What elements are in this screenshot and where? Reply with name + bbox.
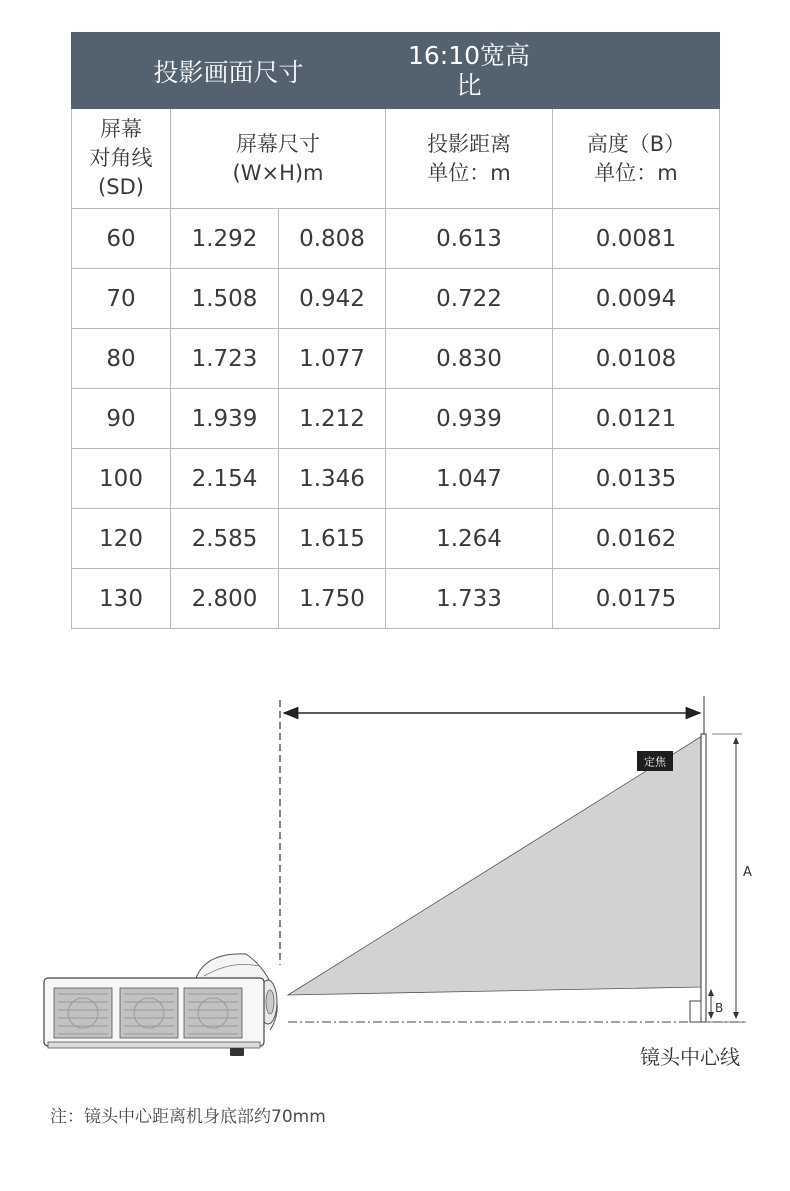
table-row <box>72 509 720 569</box>
cell-height: 1.077 <box>279 329 386 389</box>
cell-offset-b: 0.0081 <box>553 209 720 269</box>
cell-distance: 0.830 <box>386 329 553 389</box>
cell-offset-b: 0.0175 <box>553 569 720 629</box>
cell-width: 1.939 <box>171 389 279 449</box>
projection-diagram <box>0 690 790 1080</box>
cell-diagonal: 70 <box>72 269 171 329</box>
cell-width: 1.723 <box>171 329 279 389</box>
cell-distance: 1.264 <box>386 509 553 569</box>
col-header-distance-line-2: 单位：m <box>427 160 511 185</box>
cell-distance: 0.613 <box>386 209 553 269</box>
cell-width: 1.292 <box>171 209 279 269</box>
projection-beam <box>288 736 702 995</box>
table-row <box>72 569 720 629</box>
table-title: 投影画面尺寸 <box>72 33 386 109</box>
aspect-ratio-label <box>386 33 553 109</box>
col-header-distance-line-1: 投影距离 <box>427 131 512 156</box>
projection-screen <box>701 734 706 1022</box>
col-header-diagonal-line-3: (SD) <box>98 175 144 199</box>
cell-distance: 0.722 <box>386 269 553 329</box>
col-header-screen-size-line-2: (W×H)m <box>232 160 324 185</box>
cell-width: 2.585 <box>171 509 279 569</box>
col-header-diagonal-line-2: 对角线 <box>89 146 153 170</box>
cell-diagonal: 120 <box>72 509 171 569</box>
col-header-screen-size-line-1: 屏幕尺寸 <box>236 131 321 156</box>
cell-offset-b: 0.0162 <box>553 509 720 569</box>
cell-diagonal: 80 <box>72 329 171 389</box>
column-header-row <box>72 109 720 209</box>
cell-width: 2.800 <box>171 569 279 629</box>
cell-diagonal: 60 <box>72 209 171 269</box>
projector-illustration <box>44 954 277 1056</box>
cell-height: 1.212 <box>279 389 386 449</box>
dimension-a-label: A <box>743 865 752 880</box>
col-header-distance <box>386 109 553 209</box>
cell-width: 2.154 <box>171 449 279 509</box>
cell-height: 0.942 <box>279 269 386 329</box>
focus-tag-label: 定焦 <box>644 755 666 769</box>
cell-height: 0.808 <box>279 209 386 269</box>
table-row <box>72 389 720 449</box>
header-bar-empty-cell <box>553 33 720 109</box>
table-row <box>72 209 720 269</box>
table-row <box>72 329 720 389</box>
cell-distance: 1.733 <box>386 569 553 629</box>
cell-offset-b: 0.0094 <box>553 269 720 329</box>
col-header-diagonal <box>72 109 171 209</box>
col-header-screen-size <box>171 109 386 209</box>
projection-size-table <box>71 32 720 629</box>
col-header-diagonal-line-1: 屏幕 <box>100 117 142 141</box>
lens-center-line-label: 镜头中心线 <box>640 1045 740 1069</box>
cell-distance: 1.047 <box>386 449 553 509</box>
col-header-height-line-1: 高度（B） <box>586 131 686 156</box>
footnote: 注：镜头中心距离机身底部约70mm <box>50 1107 326 1127</box>
cell-diagonal: 130 <box>72 569 171 629</box>
table-row <box>72 449 720 509</box>
cell-diagonal: 100 <box>72 449 171 509</box>
screen-base-block <box>690 1001 701 1022</box>
cell-distance: 0.939 <box>386 389 553 449</box>
col-header-height-line-2: 单位：m <box>594 160 678 185</box>
dimension-b-label: B <box>715 1001 724 1015</box>
aspect-ratio-line-1: 16:10宽高 <box>408 40 531 70</box>
cell-height: 1.750 <box>279 569 386 629</box>
cell-offset-b: 0.0121 <box>553 389 720 449</box>
cell-diagonal: 90 <box>72 389 171 449</box>
cell-width: 1.508 <box>171 269 279 329</box>
aspect-ratio-line-2: 比 <box>456 70 482 100</box>
cell-offset-b: 0.0108 <box>553 329 720 389</box>
table-row <box>72 269 720 329</box>
col-header-height <box>553 109 720 209</box>
table-header-bar <box>72 33 720 109</box>
cell-height: 1.346 <box>279 449 386 509</box>
cell-height: 1.615 <box>279 509 386 569</box>
cell-offset-b: 0.0135 <box>553 449 720 509</box>
